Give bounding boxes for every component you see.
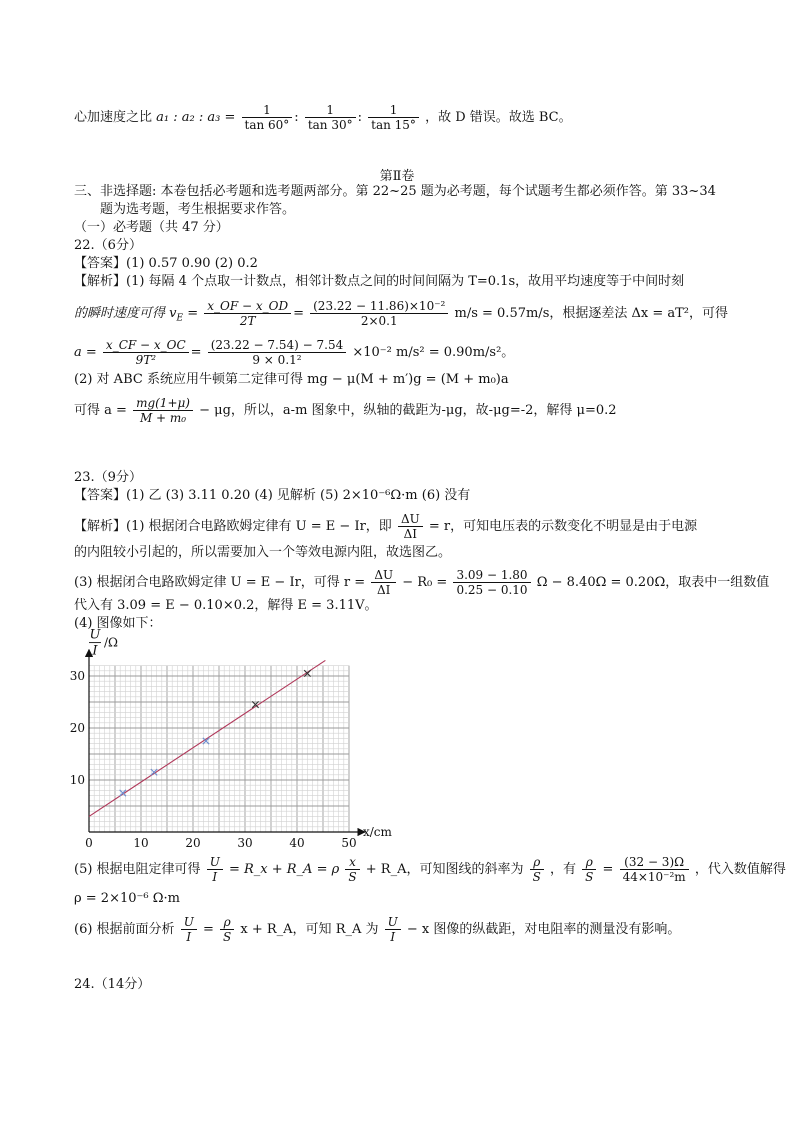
q23-analysis-line5: (4) 图像如下： (74, 616, 162, 631)
x-tick-label: 40 (289, 836, 305, 850)
chart-axis-labels (89, 628, 393, 839)
q23-analysis-line7: ρ = 2×10⁻⁶ Ω·m (74, 891, 180, 906)
q23-analysis-line8: (6) 根据前面分析 $\frac{U}{I}$ = $\frac{\rho}{S}$ x + R_A，可知 R_A 为 $\frac{U}{I}$ − x 图像的纵截距，对电阻率的测量没有影响。 (74, 915, 681, 944)
fraction: $\frac{x}{S}$ (345, 855, 359, 884)
fraction: $\frac{U}{I}$ (181, 915, 197, 944)
fraction: $\frac{x\_CF - x\_OC}{\text{9T²}}$ (103, 338, 189, 367)
y-tick-label: 10 (69, 773, 85, 787)
q22-analysis-line4: (2) 对 ABC 系统应用牛顿第二定律可得 mg − μ(M + m′)g = (M + m₀)a (74, 372, 509, 387)
x-tick-label: 10 (133, 836, 149, 850)
q22-title: 22.（6分） (74, 238, 142, 253)
q22-analysis-line5: 可得 a = $\frac{mg(1+\mu)}{\text{M + m₀}}$ − μg，所以，a-m 图象中，纵轴的截距为-μg，故-μg=-2，解得 μ=0.2 (74, 396, 617, 425)
x-tick-label: 50 (341, 836, 357, 850)
fraction: $\frac{\Delta U}{\Delta I}$ (398, 512, 423, 541)
y-label-den: I (92, 643, 98, 659)
header-ratio: a₁ : a₂ : a₃ = (156, 110, 236, 125)
fraction: $\frac{U}{I}$ (385, 915, 401, 944)
fraction: $\frac{mg(1+\mu)}{\text{M + m₀}}$ (133, 396, 193, 425)
header-line: 心加速度之比 a₁ : a₂ : a₃ = $\frac{1}{\tan 60^\circ}$ : $\frac{1}{\tan 30^\circ}$ : $\frac{1}{\tan 15^\circ}$ ，故 D 错误。故选 BC。 (74, 103, 572, 132)
data-point-stroke (203, 738, 209, 744)
y-label-num: U (89, 627, 101, 643)
data-point (203, 738, 209, 744)
fraction: $\frac{(23.22 - 7.54) - 7.54}{\text{9 × 0.1²}}$ (208, 338, 347, 367)
header-suffix: ，故 D 错误。故选 BC。 (425, 110, 572, 125)
chart-fit-line (89, 660, 325, 816)
data-point-stroke (252, 701, 258, 707)
data-point (304, 670, 310, 676)
q23-analysis-line1: 【解析】(1) 根据闭合电路欧姆定律有 U = E − Ir，即 $\frac{\Delta U}{\Delta I}$ = r，可知电压表的示数变化不明显是由于电源 (74, 512, 698, 541)
chart-axes (89, 650, 365, 832)
chart-points (120, 670, 311, 796)
fraction: $\frac{\rho}{S}$ (582, 855, 596, 884)
q24-title: 24.（14分） (74, 977, 151, 992)
fraction: $\frac{\text{(23.22 − 11.86)×10⁻²}}{2\times 0.1}$ (310, 299, 448, 328)
y-tick-label: 30 (69, 669, 85, 683)
data-point-stroke (304, 670, 310, 676)
q23-analysis-line3: (3) 根据闭合电路欧姆定律 U = E − Ir，可得 r = $\frac{\Delta U}{\Delta I}$ − R₀ = $\frac{3.09 - 1.80}{0.25 - 0.10}$ Ω − 8.40Ω = 0.20Ω，取表中一组数值 (74, 568, 770, 597)
data-point-stroke (151, 769, 157, 775)
data-point (120, 790, 126, 796)
fraction: $\frac{1}{\tan 30^\circ}$ (305, 103, 356, 132)
fraction: $\frac{(32 - 3)\Omega}{\text{44×10⁻²m}}$ (620, 855, 689, 884)
q22-analysis-line1: 【解析】(1) 每隔 4 个点取一计数点，相邻计数点之间的时间间隔为 T=0.1s，故用平均速度等于中间时刻 (74, 274, 685, 289)
fraction: $\frac{x\_OF - x\_OD}{2T}$ (204, 299, 291, 328)
origin-label: 0 (85, 836, 93, 850)
data-point (151, 769, 157, 775)
fraction: $\frac{1}{\tan 60^\circ}$ (242, 103, 293, 132)
data-point-stroke (252, 701, 258, 707)
chart-tick-labels (70, 669, 357, 850)
q22-answer: 【答案】(1) 0.57 0.90 (2) 0.2 (74, 256, 258, 271)
x-axis-label: x/cm (363, 825, 392, 839)
q23-title: 23.（9分） (74, 470, 142, 485)
required-heading: （一）必考题（共 47 分） (74, 220, 229, 235)
data-point-stroke (120, 790, 126, 796)
fraction: $\frac{\Delta U}{\Delta I}$ (371, 568, 396, 597)
chart-grid (89, 666, 349, 832)
fraction: $\frac{3.09 - 1.80}{0.25 - 0.10}$ (453, 568, 530, 597)
q23-analysis-line4: 代入有 3.09 = E − 0.10×0.2，解得 E = 3.11V。 (74, 598, 378, 613)
fraction: $\frac{U}{I}$ (207, 855, 223, 884)
section-title: 第Ⅱ卷 (379, 169, 415, 184)
data-point (252, 701, 258, 707)
q23-answer: 【答案】(1) 乙 (3) 3.11 0.20 (4) 见解析 (5) 2×10⁻⁶Ω·m (6) 没有 (74, 488, 471, 503)
x-tick-label: 20 (185, 836, 201, 850)
header-prefix: 心加速度之比 (74, 110, 153, 125)
q23-analysis-line2: 的内阻较小引起的，所以需要加入一个等效电源内阻，故选图乙。 (74, 545, 452, 560)
section-intro-line1: 三、非选择题: 本卷包括必考题和选考题两部分。第 22~25 题为必考题，每个试题考生都必须作答。第 33~34 (74, 184, 716, 199)
data-point-stroke (151, 769, 157, 775)
section-intro-line2: 题为选考题，考生根据要求作答。 (100, 202, 296, 217)
x-tick-label: 30 (237, 836, 253, 850)
y-tick-label: 20 (69, 721, 85, 735)
fraction: $\frac{1}{\tan 15^\circ}$ (368, 103, 419, 132)
data-point-stroke (203, 738, 209, 744)
y-label-unit: /Ω (104, 635, 118, 650)
data-point-stroke (304, 670, 310, 676)
q22-analysis-line2: 的瞬时速度可得 $v_E$ = $\frac{x\_OF - x\_OD}{2T}$ = $\frac{\text{(23.22 − 11.86)×10⁻²}}{2\times 0.1}$ m/s = 0.57m/s，根据逐差法 Δx = aT²，可得 (74, 299, 729, 328)
fraction: $\frac{\rho}{S}$ (220, 915, 234, 944)
fraction: $\frac{\rho}{S}$ (530, 855, 544, 884)
q23-analysis-line6: (5) 根据电阻定律可得 $\frac{U}{I}$ = R_x + R_A = ρ $\frac{x}{S}$ + R_A，可知图线的斜率为 $\frac{\rho}{S}$ ，有 $\frac{\rho}{S}$ = $\frac{(32 - 3)\Omega}{\text{44×10⁻²m}}$ ，代入数值解得 (74, 855, 786, 884)
fit-line (89, 660, 325, 816)
q22-analysis-line3: a = $\frac{x\_CF - x\_OC}{\text{9T²}}$ = $\frac{(23.22 - 7.54) - 7.54}{\text{9 × 0.1²}}$ ×10⁻² m/s² = 0.90m/s²。 (74, 338, 515, 367)
data-point-stroke (120, 790, 126, 796)
